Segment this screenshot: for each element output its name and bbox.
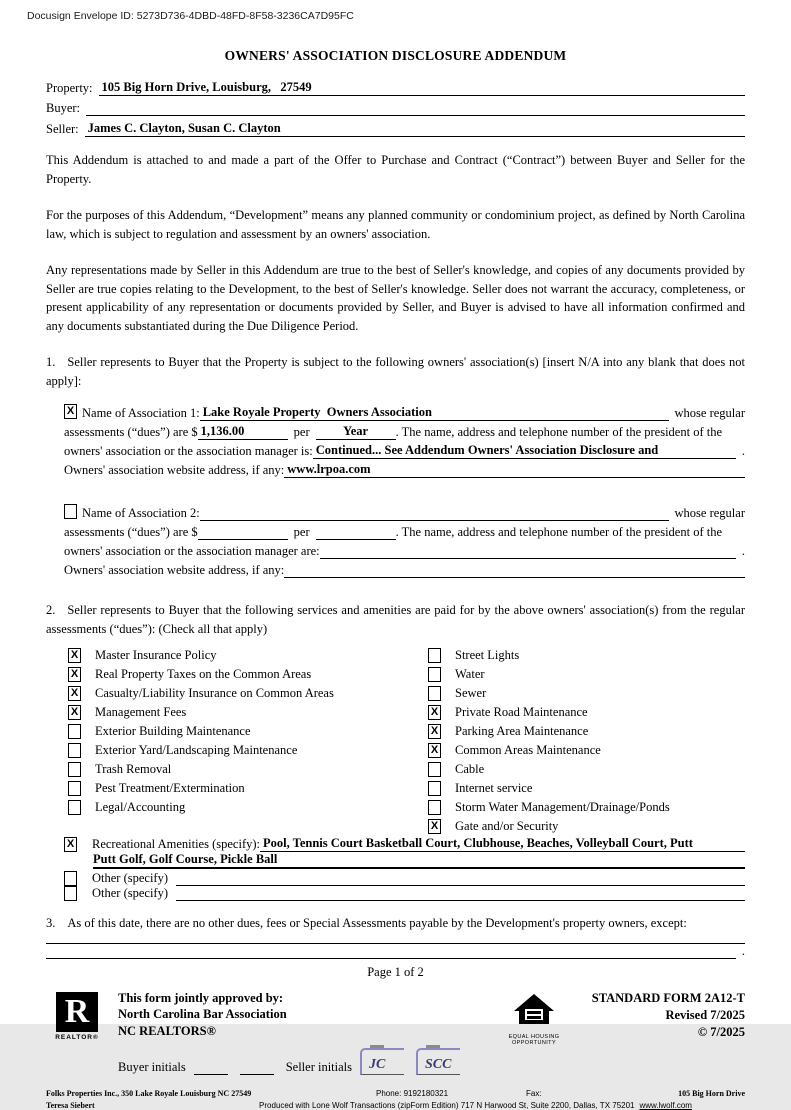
service-label: Exterior Yard/Landscaping Maintenance bbox=[95, 743, 298, 757]
service-management-fees bbox=[68, 703, 428, 722]
seller-initial-box-2[interactable] bbox=[416, 1048, 460, 1075]
broker-fax: Fax: bbox=[526, 1089, 542, 1098]
association-2-website-field[interactable] bbox=[284, 577, 745, 578]
item-1-number: 1. bbox=[46, 355, 56, 369]
approved-line-1: This form jointly approved by: bbox=[118, 990, 284, 1005]
approved-line-2: North Carolina Bar Association bbox=[118, 1007, 287, 1021]
other-1-label: Other (specify) bbox=[92, 871, 169, 885]
property-line bbox=[46, 80, 745, 96]
service-internet bbox=[428, 779, 745, 798]
checkbox-water[interactable] bbox=[428, 667, 441, 682]
form-title: OWNERS' ASSOCIATION DISCLOSURE ADDENDUM bbox=[224, 48, 567, 63]
recreational-amenities-field-line1[interactable]: Pool, Tennis Court Basketball Court, Clubhouse, Beaches, Volleyball Court, Putt bbox=[260, 836, 745, 852]
service-casualty-insurance bbox=[68, 684, 428, 703]
standard-form-name: STANDARD FORM 2A12-T bbox=[591, 990, 745, 1005]
service-exterior-yard bbox=[68, 741, 428, 760]
checkbox-private-road[interactable]: X bbox=[428, 705, 441, 720]
service-label: Trash Removal bbox=[95, 762, 172, 776]
equal-housing-caption-1: EQUAL HOUSING bbox=[508, 1033, 560, 1040]
lone-wolf-text: Produced with Lone Wolf Transactions (zipForm Edition) 717 N Harwood St, Suite 2200, Dallas, TX 75201 bbox=[259, 1101, 635, 1110]
service-label: Internet service bbox=[455, 781, 533, 795]
equal-housing-icon bbox=[513, 994, 555, 1028]
footer bbox=[46, 990, 745, 1076]
service-legal-accounting bbox=[68, 798, 428, 817]
service-label: Parking Area Maintenance bbox=[455, 724, 589, 738]
paragraph-representations: Any representations made by Seller in this Addendum are true to the best of Seller's knowledge, and copies of any documents provided by Seller are true copies relating to the Development, to the best of Seller's knowledge. Seller does not warrant the accuracy, completeness, or present applicability of any representation or documents provided by Seller, and Buyer is advised to have all information confirmed and any documents substantiated during the Due Diligence Period. bbox=[46, 263, 745, 333]
property-field[interactable]: 105 Big Horn Drive, Louisburg, 27549 bbox=[99, 80, 745, 96]
checkbox-trash-removal[interactable] bbox=[68, 762, 81, 777]
other-2-label: Other (specify) bbox=[92, 886, 169, 900]
association-2-whose-regular: whose regular bbox=[674, 506, 745, 520]
jointly-approved-block bbox=[108, 990, 491, 1076]
seller-initial-box-1[interactable] bbox=[360, 1048, 404, 1075]
item-3-body: As of this date, there are no other dues, fees or Special Assessments payable by the Development's property owners, except: bbox=[67, 916, 687, 930]
association-2-website-label: Owners' association website address, if any: bbox=[64, 563, 285, 577]
approved-line-3: NC REALTORS® bbox=[118, 1023, 216, 1038]
checkbox-property-taxes[interactable]: X bbox=[68, 667, 81, 682]
checkbox-street-lights[interactable] bbox=[428, 648, 441, 663]
broker-footer bbox=[46, 1089, 745, 1110]
service-label: Cable bbox=[455, 762, 485, 776]
service-label: Storm Water Management/Drainage/Ponds bbox=[455, 800, 670, 814]
item-2-body: Seller represents to Buyer that the following services and amenities are paid for by the above owners' association(s) from the regular assessments (“dues”): (Check all that apply) bbox=[46, 603, 745, 636]
association-2-period: . bbox=[741, 544, 745, 558]
seller-label: Seller: bbox=[46, 122, 79, 136]
seller-initial-signature-2: SCC bbox=[425, 1057, 452, 1072]
docusign-envelope-id: Docusign Envelope ID: 5273D736-4DBD-48FD-8F58-3236CA7D95FC bbox=[27, 10, 354, 22]
seller-initial-signature-1: JC bbox=[369, 1057, 386, 1072]
association-1-per-field[interactable]: Year bbox=[316, 424, 396, 440]
service-label: Street Lights bbox=[455, 648, 520, 662]
lwolf-link[interactable]: www.lwolf.com bbox=[639, 1101, 692, 1110]
services-column-left bbox=[68, 646, 428, 836]
recreational-amenities-blank-line[interactable] bbox=[93, 868, 745, 869]
service-label: Pest Treatment/Extermination bbox=[95, 781, 245, 795]
checkbox-other-1[interactable] bbox=[64, 871, 77, 886]
buyer-field[interactable] bbox=[86, 115, 745, 116]
service-label: Casualty/Liability Insurance on Common Areas bbox=[95, 686, 334, 700]
checkbox-internet[interactable] bbox=[428, 781, 441, 796]
page-number: Page 1 of 2 bbox=[367, 964, 424, 979]
seller-field[interactable]: James C. Clayton, Susan C. Clayton bbox=[85, 121, 745, 137]
checkbox-cable[interactable] bbox=[428, 762, 441, 777]
association-1-dues-field[interactable]: 1,136.00 bbox=[198, 424, 288, 440]
checkbox-common-areas[interactable]: X bbox=[428, 743, 441, 758]
service-label: Private Road Maintenance bbox=[455, 705, 588, 719]
service-label: Exterior Building Maintenance bbox=[95, 724, 251, 738]
service-label: Legal/Accounting bbox=[95, 800, 186, 814]
association-2-per-label: per bbox=[293, 525, 310, 539]
association-2-manager-label: owners' association or the association manager are: bbox=[64, 544, 320, 558]
realtor-logo-icon: R bbox=[56, 992, 98, 1032]
service-label: Sewer bbox=[455, 686, 487, 700]
recreational-amenities-label: Recreational Amenities (specify): bbox=[92, 837, 260, 851]
service-label: Gate and/or Security bbox=[455, 819, 559, 833]
realtor-logo-block bbox=[46, 990, 108, 1041]
equal-housing-block bbox=[491, 990, 577, 1046]
association-2-per-field[interactable] bbox=[316, 539, 396, 540]
item-3-number: 3. bbox=[46, 916, 56, 930]
equal-housing-caption-2: OPPORTUNITY bbox=[511, 1039, 557, 1046]
item-3-text bbox=[46, 914, 745, 933]
association-1-manager-label: owners' association or the association manager is: bbox=[64, 444, 313, 458]
paragraph-development: For the purposes of this Addendum, “Development” means any planned community or condominium project, as defined by North Carolina law, which is subject to regulation and assessment by an owners' association. bbox=[46, 208, 745, 241]
association-1-name-field[interactable]: Lake Royale Property Owners Association bbox=[200, 405, 669, 421]
recreational-amenities-line2 bbox=[93, 852, 745, 868]
association-1-manager-field[interactable]: Continued... See Addendum Owners' Association Disclosure and bbox=[313, 443, 736, 459]
standard-form-copyright: © 7/2025 bbox=[697, 1024, 745, 1039]
checkbox-storm-water[interactable] bbox=[428, 800, 441, 815]
services-grid bbox=[46, 646, 745, 836]
service-exterior-building bbox=[68, 722, 428, 741]
item-3-field-2[interactable] bbox=[46, 958, 736, 959]
service-storm-water bbox=[428, 798, 745, 817]
checkbox-sewer[interactable] bbox=[428, 686, 441, 701]
association-1-whose-regular: whose regular bbox=[674, 406, 745, 420]
association-2-dues-label: assessments (“dues”) are $ bbox=[64, 525, 198, 539]
service-street-lights bbox=[428, 646, 745, 665]
broker-agent: Teresa Siebert bbox=[46, 1101, 95, 1110]
checkbox-parking-area[interactable]: X bbox=[428, 724, 441, 739]
service-parking-area bbox=[428, 722, 745, 741]
checkbox-management-fees[interactable]: X bbox=[68, 705, 81, 720]
association-2-name-field[interactable] bbox=[200, 520, 669, 521]
service-label: Real Property Taxes on the Common Areas bbox=[95, 667, 312, 681]
realtor-logo-caption: REALTOR® bbox=[55, 1033, 99, 1041]
checkbox-casualty-insurance[interactable]: X bbox=[68, 686, 81, 701]
buyer-line bbox=[46, 101, 745, 116]
service-label: Master Insurance Policy bbox=[95, 648, 217, 662]
standard-form-revised: Revised 7/2025 bbox=[665, 1007, 745, 1022]
service-trash-removal bbox=[68, 760, 428, 779]
recreational-amenities-row bbox=[64, 836, 745, 852]
other-specify-row-2 bbox=[64, 886, 745, 901]
checkbox-master-insurance[interactable]: X bbox=[68, 648, 81, 663]
item-3-blank-line-2 bbox=[46, 944, 745, 959]
service-pest-treatment bbox=[68, 779, 428, 798]
initials-row bbox=[118, 1048, 491, 1075]
association-1-checkbox[interactable]: X bbox=[64, 404, 77, 419]
produced-with-text bbox=[206, 1101, 745, 1110]
service-common-areas bbox=[428, 741, 745, 760]
service-sewer bbox=[428, 684, 745, 703]
item-2-text bbox=[46, 601, 745, 638]
checkbox-legal-accounting[interactable] bbox=[68, 800, 81, 815]
broker-office: Folks Properties Inc., 350 Lake Royale Louisburg NC 27549 bbox=[46, 1089, 252, 1098]
buyer-initial-field-1[interactable] bbox=[194, 1059, 228, 1075]
checkbox-exterior-building[interactable] bbox=[68, 724, 81, 739]
association-2-block bbox=[64, 502, 745, 578]
service-label: Water bbox=[455, 667, 485, 681]
buyer-initial-field-2[interactable] bbox=[240, 1059, 274, 1075]
broker-phone: Phone: 9192180321 bbox=[376, 1089, 449, 1098]
association-2-name-label: Name of Association 2: bbox=[82, 506, 200, 520]
seller-initials-label: Seller initials bbox=[285, 1060, 353, 1074]
checkbox-recreational-amenities[interactable]: X bbox=[64, 837, 77, 852]
service-water bbox=[428, 665, 745, 684]
services-column-right bbox=[428, 646, 745, 836]
service-label: Management Fees bbox=[95, 705, 187, 719]
item-3-period: . bbox=[741, 943, 745, 958]
service-property-taxes bbox=[68, 665, 428, 684]
other-2-field[interactable] bbox=[176, 900, 745, 901]
buyer-initials-label: Buyer initials bbox=[118, 1060, 186, 1074]
recreational-amenities-field-line2[interactable]: Putt Golf, Golf Course, Pickle Ball bbox=[93, 852, 745, 868]
association-1-website-label: Owners' association website address, if any: bbox=[64, 463, 285, 477]
service-cable bbox=[428, 760, 745, 779]
service-label: Common Areas Maintenance bbox=[455, 743, 601, 757]
association-1-president-text: . The name, address and telephone number of the president of the bbox=[395, 425, 723, 439]
association-1-website-field[interactable]: www.lrpoa.com bbox=[284, 462, 745, 478]
seller-line bbox=[46, 121, 745, 137]
item-1-body: Seller represents to Buyer that the Property is subject to the following owners' association(s) [insert N/A into any blank that does not apply]: bbox=[46, 355, 745, 388]
standard-form-block bbox=[577, 990, 745, 1041]
buyer-label: Buyer: bbox=[46, 101, 81, 115]
association-1-name-label: Name of Association 1: bbox=[82, 406, 200, 420]
property-reference: 105 Big Horn Drive bbox=[678, 1089, 745, 1098]
checkbox-exterior-yard[interactable] bbox=[68, 743, 81, 758]
service-master-insurance bbox=[68, 646, 428, 665]
association-2-president-text: . The name, address and telephone number of the president of the bbox=[395, 525, 723, 539]
other-specify-row-1 bbox=[64, 871, 745, 886]
property-label: Property: bbox=[46, 81, 93, 95]
association-1-period: . bbox=[741, 444, 745, 458]
checkbox-gate-security[interactable]: X bbox=[428, 819, 441, 834]
item-2-number: 2. bbox=[46, 603, 56, 617]
association-2-manager-field[interactable] bbox=[320, 558, 736, 559]
checkbox-other-2[interactable] bbox=[64, 886, 77, 901]
service-gate-security bbox=[428, 817, 745, 836]
association-1-dues-label: assessments (“dues”) are $ bbox=[64, 425, 198, 439]
paragraph-contract: This Addendum is attached to and made a part of the Offer to Purchase and Contract (“Contract”) between Buyer and Seller for the Property. bbox=[46, 153, 745, 186]
item-1-text bbox=[46, 353, 745, 390]
association-2-checkbox[interactable] bbox=[64, 504, 77, 519]
association-2-dues-field[interactable] bbox=[198, 539, 288, 540]
checkbox-pest-treatment[interactable] bbox=[68, 781, 81, 796]
broker-footer-row-1 bbox=[46, 1089, 745, 1098]
service-private-road bbox=[428, 703, 745, 722]
broker-footer-row-2 bbox=[46, 1101, 745, 1110]
association-1-block bbox=[64, 402, 745, 478]
association-1-per-label: per bbox=[293, 425, 310, 439]
